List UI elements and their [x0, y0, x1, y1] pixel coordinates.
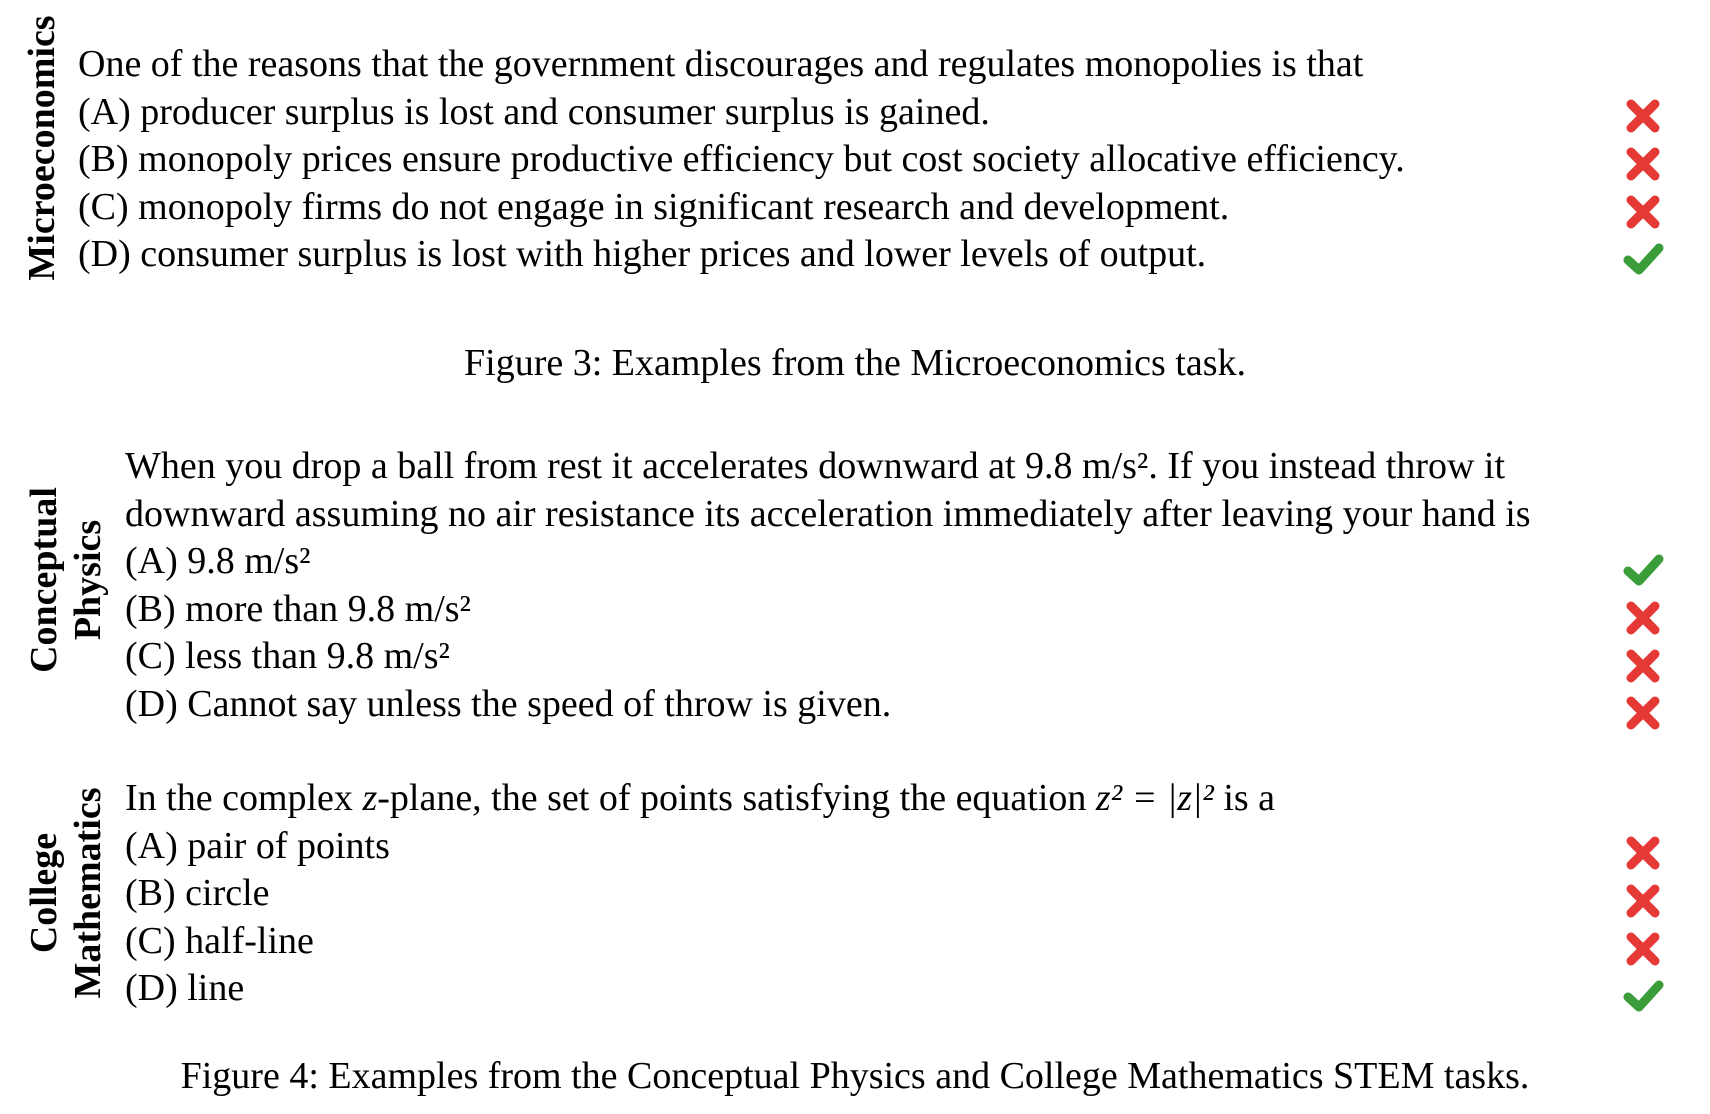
college-mathematics-option-c: (C) half-line [125, 919, 314, 962]
cross-icon [1620, 690, 1666, 736]
conceptual-physics-label-line2: Physics [67, 519, 109, 641]
cross-icon [1620, 189, 1666, 235]
conceptual-physics-question-line1: When you drop a ball from rest it accelerates downward at 9.8 m/s². If you instead throw it [125, 445, 1506, 487]
cross-icon [1620, 141, 1666, 187]
cross-icon [1620, 830, 1666, 876]
check-mark [1620, 547, 1666, 593]
conceptual-physics-option-d: (D) Cannot say unless the speed of throw is given. [125, 682, 892, 725]
microeconomics-option-c: (C) monopoly firms do not engage in significant research and development. [78, 185, 1230, 228]
cross-mark [1620, 189, 1666, 235]
cross-icon [1620, 643, 1666, 689]
figure-3-caption: Figure 3: Examples from the Microeconomics task. [464, 342, 1246, 384]
microeconomics-question-stem: One of the reasons that the government discourages and regulates monopolies is that [78, 43, 1364, 85]
question-text-pre: In the complex [125, 777, 363, 819]
conceptual-physics-option-a: (A) 9.8 m/s² [125, 540, 311, 582]
cross-mark [1620, 830, 1666, 876]
question-text-post: is a [1213, 777, 1276, 819]
college-mathematics-question-block [125, 775, 1275, 1013]
college-mathematics-option-d: (D) line [125, 967, 245, 1009]
microeconomics-question-block [78, 41, 1405, 279]
conceptual-physics-side-label [22, 487, 110, 673]
check-mark [1620, 236, 1666, 282]
cross-mark [1620, 595, 1666, 641]
conceptual-physics-question-block [125, 443, 1531, 728]
college-mathematics-label-line2: Mathematics [67, 787, 109, 999]
cross-icon [1620, 878, 1666, 924]
question-text-mid: -plane, the set of points satisfying the equation [377, 777, 1096, 819]
college-mathematics-option-b: (B) circle [125, 872, 270, 914]
cross-icon [1620, 93, 1666, 139]
microeconomics-option-d: (D) consumer surplus is lost with higher prices and lower levels of output. [78, 233, 1207, 275]
conceptual-physics-label-line1: Conceptual [23, 487, 65, 673]
college-mathematics-label-line1: College [23, 832, 65, 954]
cross-mark [1620, 878, 1666, 924]
cross-mark [1620, 926, 1666, 972]
conceptual-physics-question-line2: downward assuming no air resistance its acceleration immediately after leaving your hand is [125, 492, 1531, 535]
microeconomics-label-text: Microeconomics [21, 15, 63, 281]
question-variable-z: z [362, 777, 378, 819]
check-mark [1620, 973, 1666, 1019]
microeconomics-option-a: (A) producer surplus is lost and consumer surplus is gained. [78, 90, 990, 133]
college-mathematics-side-label [22, 787, 110, 998]
college-mathematics-option-a: (A) pair of points [125, 824, 390, 867]
microeconomics-side-label [20, 15, 64, 280]
cross-icon [1620, 595, 1666, 641]
cross-mark [1620, 643, 1666, 689]
college-mathematics-question-stem [125, 775, 1275, 823]
microeconomics-option-b: (B) monopoly prices ensure productive efficiency but cost society allocative efficiency. [78, 138, 1405, 180]
conceptual-physics-option-c: (C) less than 9.8 m/s² [125, 635, 450, 677]
cross-mark [1620, 690, 1666, 736]
check-icon [1620, 547, 1666, 593]
check-icon [1620, 236, 1666, 282]
question-equation: z² = |z|² [1095, 777, 1214, 819]
check-icon [1620, 973, 1666, 1019]
cross-icon [1620, 926, 1666, 972]
conceptual-physics-option-b: (B) more than 9.8 m/s² [125, 587, 471, 630]
cross-mark [1620, 141, 1666, 187]
cross-mark [1620, 93, 1666, 139]
figure-4-caption: Figure 4: Examples from the Conceptual Physics and College Mathematics STEM tasks. [180, 1055, 1530, 1097]
